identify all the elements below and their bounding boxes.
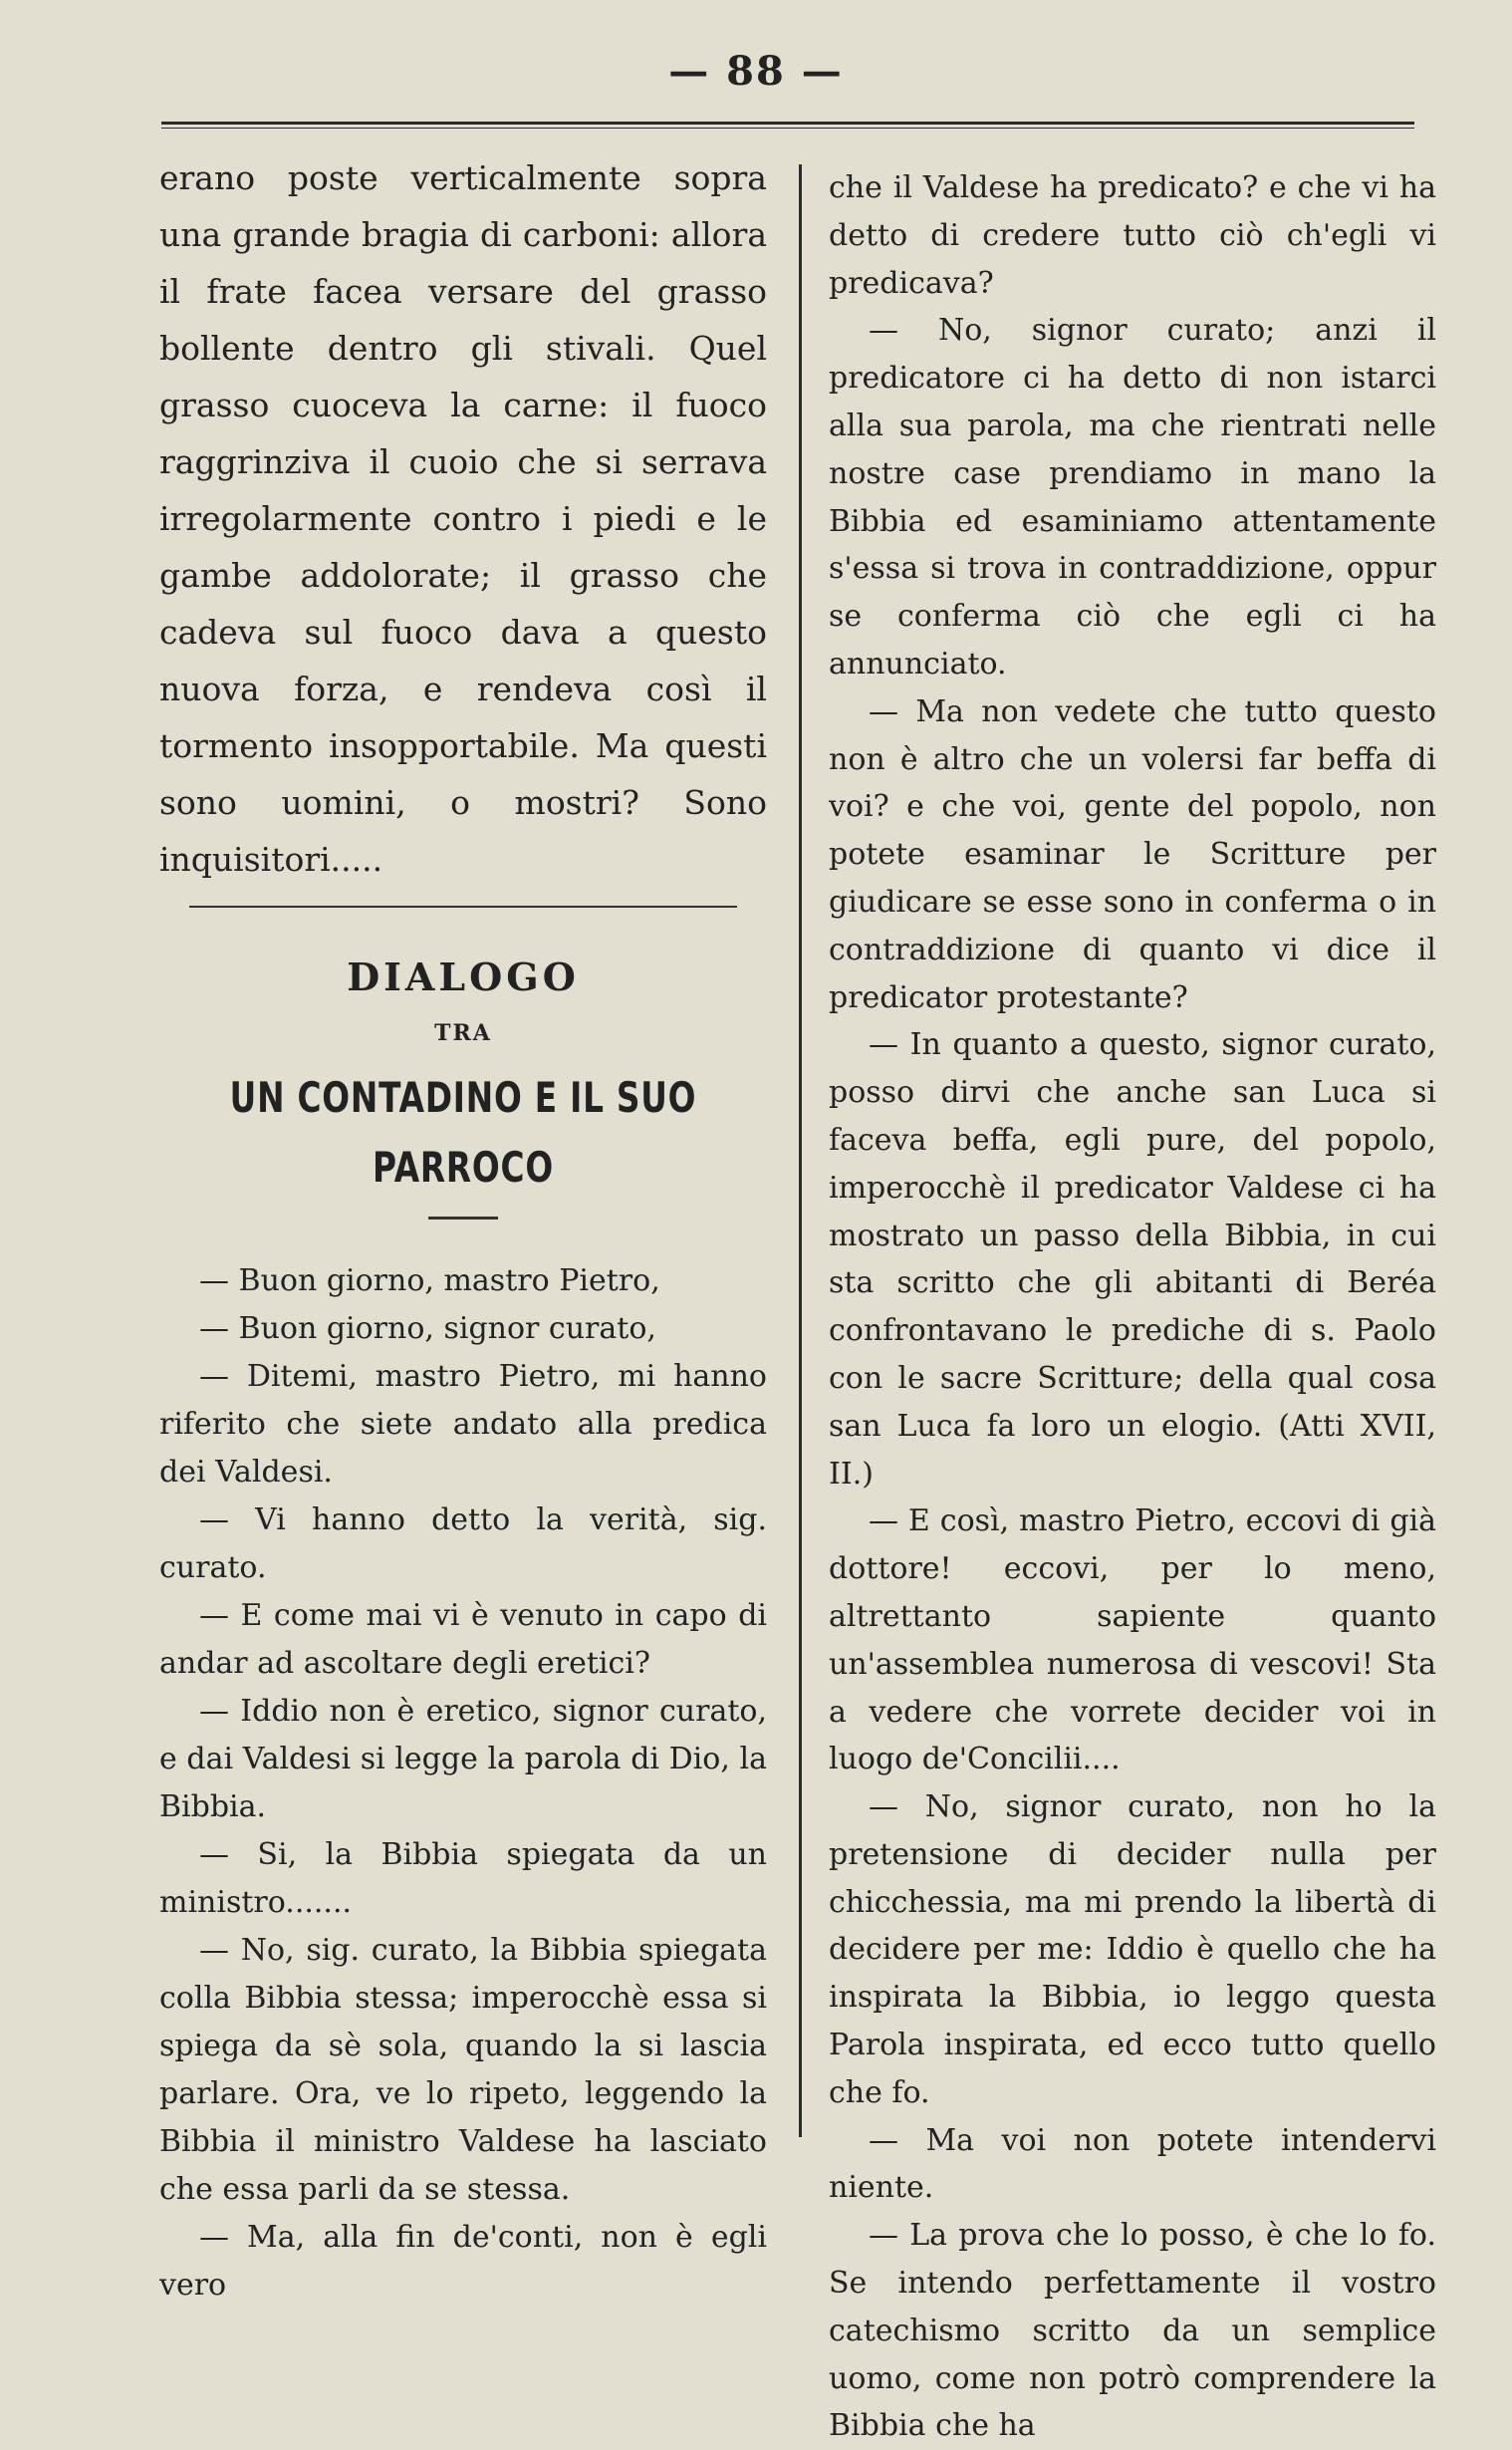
dialog-paragraph: — Ma voi non potete intendervi niente. [829, 2122, 1436, 2206]
left-column [159, 149, 767, 2310]
dialog-paragraph: — Ditemi, mastro Pietro, mi hanno riferito che siete andato alla predica dei Valdesi. [159, 1359, 767, 1490]
dialog-paragraph: — Buon giorno, signor curato, [199, 1311, 656, 1346]
dialog-paragraph: — Ma, alla fin de'conti, non è egli vero [159, 2220, 767, 2303]
dialog-paragraph: — Si, la Bibbia spiegata da un ministro....... [159, 1837, 767, 1920]
section-rule [189, 906, 737, 908]
dialog-heading-connector: TRA [434, 1020, 492, 1046]
dialog-paragraph: — No, sig. curato, la Bibbia spiegata colla Bibbia stessa; imperocchè essa si spiega da sè sola, quando la si lascia parlare. Ora, ve lo ripeto, leggendo la Bibbia il ministro Valdese ha lasciato che essa parli da se stessa. [159, 1933, 767, 2207]
dialog-paragraph: che il Valdese ha predicato? e che vi ha detto di credere tutto ciò ch'egli vi predicava? [829, 170, 1436, 301]
page-number: — 88 — [668, 48, 844, 95]
dialog-paragraph: — No, signor curato, non ho la pretensione di decider nulla per chicchessia, ma mi prendo la libertà di decidere per me: Iddio è quello che ha inspirata la Bibbia, io leggo questa Parola inspirata, ed ecco tutto quello che fo. [829, 1789, 1436, 2110]
dialog-heading-subtitle: UN CONTADINO E IL SUO PARROCO [229, 1073, 697, 1192]
dialog-paragraph: — Vi hanno detto la verità, sig. curato. [159, 1502, 767, 1585]
dialog-paragraph: — No, signor curato; anzi il predicatore ci ha detto di non istarci alla sua parola, ma che rientrati nelle nostre case prendiamo in mano la Bibbia ed esaminiamo attentamente s'essa si trova in contraddizione, oppur se conferma ciò che egli ci ha annunciato. [829, 313, 1436, 681]
right-column [829, 164, 1436, 2450]
intro-paragraph: erano poste verticalmente sopra una grande bragia di carboni: allora il frate facea versare del grasso bollente dentro gli stivali. Quel grasso cuoceva la carne: il fuoco raggrinziva il cuoio che si serrava irregolarmente contro i piedi e le gambe addolorate; il grasso che cadeva sul fuoco dava a questo nuova forza, e rendeva così il tormento insopportabile. Ma questi sono uomini, o mostri? Sono inquisitori..... [159, 158, 767, 879]
dialog-left [159, 1257, 767, 2310]
dialog-heading-title: DIALOGO [347, 954, 580, 999]
dialog-paragraph: — In quanto a questo, signor curato, posso dirvi che anche san Luca si faceva beffa, egli pure, del popolo, imperocchè il predicator Valdese ci ha mostrato un passo della Bibbia, in cui sta scritto che gli abitanti di Beréa confrontavano le prediche di s. Paolo con le sacre Scritture; della qual cosa san Luca fa loro un elogio. (Atti XVII, II.) [829, 1027, 1436, 1492]
header-rule [161, 122, 1414, 129]
dialog-paragraph: — Ma non vedete che tutto questo non è altro che un volersi far beffa di voi? e che voi, gente del popolo, non potete esaminar le Scritture per giudicare se esse sono in conferma o in contraddizione di quanto vi dice il predicator protestante? [829, 693, 1436, 1015]
column-divider [799, 164, 802, 2137]
heading-rule [428, 1217, 498, 1220]
dialog-paragraph: — La prova che lo posso, è che lo fo. Se intendo perfettamente il vostro catechismo scritto da un semplice uomo, come non potrò comprendere la Bibbia che ha [829, 2218, 1436, 2444]
dialog-paragraph: — E come mai vi è venuto in capo di andar ad ascoltare degli eretici? [159, 1598, 767, 1681]
dialog-paragraph: — Iddio non è eretico, signor curato, e dai Valdesi si legge la parola di Dio, la Bibbia. [159, 1694, 767, 1824]
dialog-paragraph: — Buon giorno, mastro Pietro, [199, 1263, 660, 1298]
dialog-paragraph: — E così, mastro Pietro, eccovi di già dottore! eccovi, per lo meno, altrettanto sapiente quanto un'assemblea numerosa di vescovi! Sta a vedere che vorrete decider voi in luogo de'Concilii.... [829, 1503, 1436, 1777]
